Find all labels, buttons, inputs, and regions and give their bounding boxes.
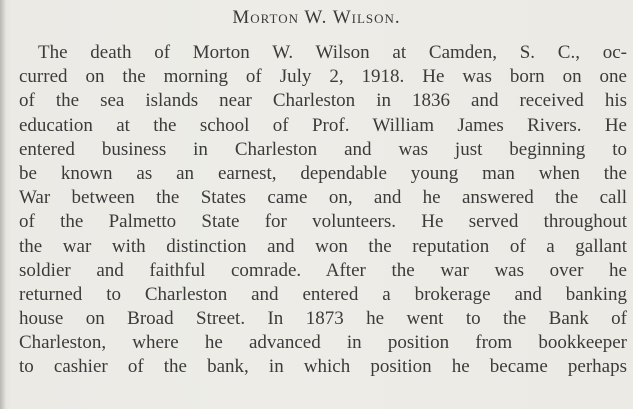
text-line: to cashier of the bank, in which position he became perhaps — [19, 356, 627, 378]
text-line: of the sea islands near Charleston in 1836 and received his — [19, 90, 627, 112]
article-body — [19, 41, 627, 380]
text-line: be known as an earnest, dependable young man when the — [19, 162, 627, 184]
text-line: soldier and faithful comrade. After the war was over he — [19, 259, 627, 281]
text-line: the war with distinction and won the reputation of a gallant — [19, 235, 627, 257]
text-line: The death of Morton W. Wilson at Camden, S. C., oc- — [38, 42, 627, 63]
text-line: of the Palmetto State for volunteers. He served throughout — [19, 211, 627, 233]
text-line: education at the school of Prof. William James Rivers. He — [19, 114, 627, 136]
text-line: Charleston, where he advanced in position from bookkeeper — [19, 332, 627, 354]
article-heading: Morton W. Wilson. — [232, 7, 401, 28]
text-line: house on Broad Street. In 1873 he went to the Bank of — [19, 308, 627, 330]
text-line: entered business in Charleston and was just beginning to — [19, 138, 627, 160]
text-line: curred on the morning of July 2, 1918. He was born on one — [19, 66, 627, 88]
text-line: returned to Charleston and entered a brokerage and banking — [19, 283, 627, 305]
text-line: War between the States came on, and he answered the call — [19, 187, 627, 209]
page-gutter-shadow — [0, 0, 6, 409]
